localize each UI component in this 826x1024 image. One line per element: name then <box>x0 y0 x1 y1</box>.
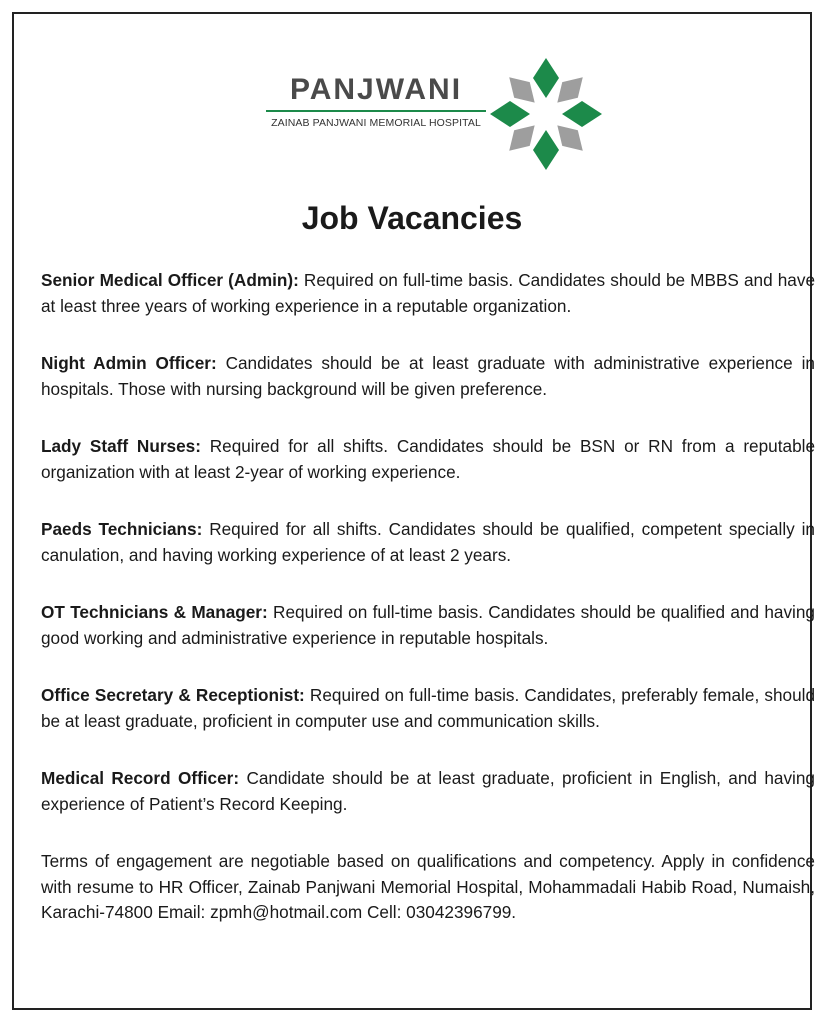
header <box>14 42 810 182</box>
vacancy-description: Required for all shifts. Candidates should be qualified, competent specially in canulation, and having working experience of at least 2 years. <box>41 519 815 565</box>
vacancy-description: Candidates should be at least graduate with administrative experience in hospitals. Those with nursing background will be given preference. <box>41 353 815 399</box>
brand-divider <box>266 110 486 112</box>
logo-green-petals <box>490 58 602 170</box>
vacancy-medical-record-officer <box>41 766 815 817</box>
vacancy-role: Lady Staff Nurses: <box>41 436 201 456</box>
vacancy-role: Senior Medical Officer (Admin): <box>41 270 299 290</box>
advertisement-frame <box>12 12 816 1010</box>
vacancy-description: Required on full-time basis. Candidates should be qualified and having good working and administrative experience in reputable hospitals. <box>41 602 815 648</box>
vacancy-paeds-technicians <box>41 517 815 568</box>
vacancy-ot-technicians-manager <box>41 600 815 651</box>
vacancy-role: OT Technicians & Manager: <box>41 602 268 622</box>
flower-logo-icon <box>484 52 608 176</box>
brand-subtitle: ZAINAB PANJWANI MEMORIAL HOSPITAL <box>271 117 481 129</box>
vacancy-lady-staff-nurses <box>41 434 815 485</box>
vacancy-senior-medical-officer <box>41 268 815 319</box>
vacancy-description: Required for all shifts. Candidates should be BSN or RN from a reputable organization with at least 2-year of working experience. <box>41 436 816 482</box>
vacancy-description: Required on full-time basis. Candidates, preferably female, should be at least graduate, proficient in computer use and communication skills. <box>41 685 816 731</box>
vacancy-night-admin-officer <box>41 351 815 402</box>
page-title: Job Vacancies <box>301 200 523 236</box>
vacancy-office-secretary-receptionist <box>41 683 815 734</box>
vacancy-role: Paeds Technicians: <box>41 519 203 539</box>
vacancy-description: Candidate should be at least graduate, proficient in English, and having experience of Patient’s Record Keeping. <box>41 768 815 814</box>
vacancy-role: Office Secretary & Receptionist: <box>41 685 305 705</box>
terms-and-contact: Terms of engagement are negotiable based on qualifications and competency. Apply in confidence with resume to HR Officer, Zainab Panjwani Memorial Hospital, Mohammadali Habib Road, Numaish, Karachi-74800 Email: zpmh@hotmail.com Cell: 03042396799. <box>41 851 815 922</box>
vacancy-role: Medical Record Officer: <box>41 768 240 788</box>
vacancy-list <box>41 268 815 926</box>
brand-block <box>262 74 490 129</box>
brand-name: PANJWANI <box>289 73 463 106</box>
vacancy-description: Required on full-time basis. Candidates should be MBBS and have at least three years of working experience in a reputable organization. <box>41 270 815 316</box>
vacancy-role: Night Admin Officer: <box>41 353 217 373</box>
